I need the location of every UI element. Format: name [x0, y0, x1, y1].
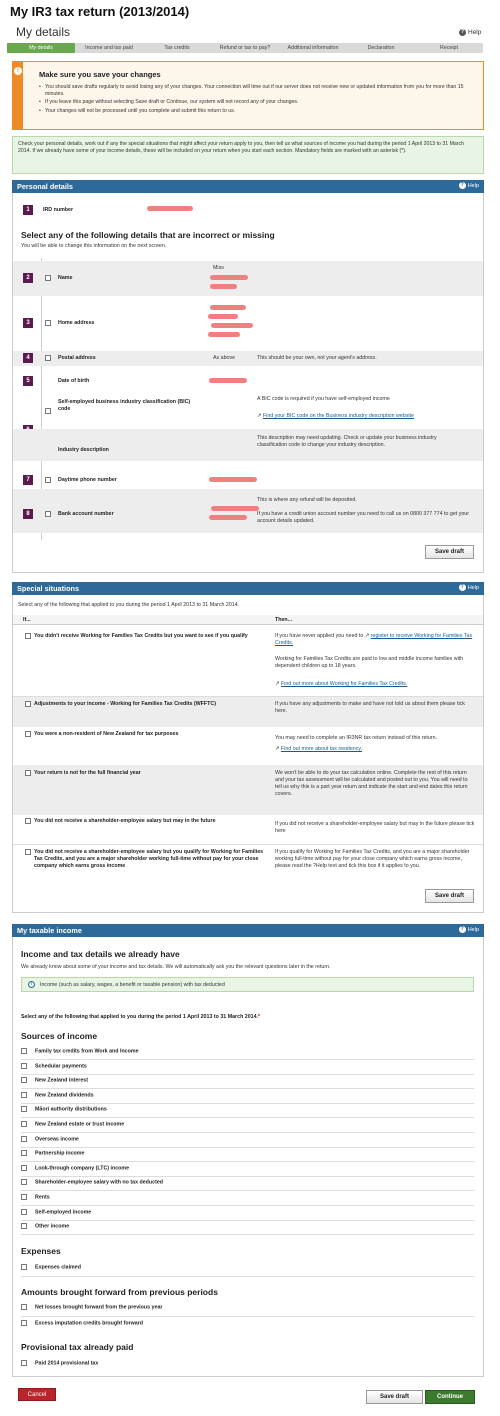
help-icon: ?	[460, 29, 465, 35]
name-row	[13, 261, 483, 296]
special-intro: Select any of the following that applied to you during the period 1 April 2013 to 31 March 2014.	[18, 602, 240, 608]
row-divider	[21, 1059, 474, 1060]
help-icon: ?	[460, 584, 464, 591]
expenses-title: Expenses	[21, 1246, 61, 1256]
redacted-value	[209, 477, 257, 482]
phone-checkbox[interactable]	[45, 477, 51, 483]
source-checkbox[interactable]	[21, 1063, 27, 1069]
source-label: Shareholder-employee salary with no tax deducted	[35, 1179, 164, 1186]
row-divider	[21, 1220, 474, 1221]
row-divider	[21, 1205, 474, 1206]
redacted-value	[208, 332, 240, 337]
source-item[interactable]	[21, 1048, 139, 1054]
special-if: You did not receive a shareholder-employee salary but you qualify for Working for Families Tax Credits, and you are a major shareholder working full-time without pay for your close company which earns gross income	[34, 849, 264, 869]
special-if: Your return is not for the full financial year	[34, 770, 141, 776]
row-divider	[21, 1117, 474, 1118]
source-item[interactable]	[21, 1092, 94, 1098]
bank-note: This is where any refund will be deposited.	[257, 497, 357, 503]
warning-bar	[13, 62, 23, 129]
postal-address-note: This should be your own, not your agent's address.	[257, 355, 377, 361]
save-draft-button[interactable]: Save draft	[425, 889, 474, 903]
page-title: My details	[16, 25, 71, 39]
select-text	[21, 1014, 260, 1020]
special-if: You did not receive a shareholder-employee salary but may in the future	[34, 818, 216, 824]
required-asterisk: *	[258, 1014, 261, 1020]
section-title: Personal details	[17, 182, 73, 191]
save-draft-button[interactable]: Save draft	[366, 1390, 423, 1404]
info-icon: i	[28, 981, 35, 988]
bic-link-text[interactable]: Find your BIC code on the Business industry description website	[262, 413, 414, 419]
bic-note: A BIC code is required if you have self-employed income	[257, 396, 390, 402]
source-item[interactable]	[21, 1165, 129, 1171]
help-label: Help	[467, 927, 479, 933]
row-number-badge: 7	[23, 475, 33, 485]
source-label: Partnership income	[35, 1150, 85, 1157]
special-then: If you have never applied you need to ↗ register to receive Working for Families Tax Credits.	[275, 633, 473, 646]
special-checkbox[interactable]	[25, 701, 31, 707]
postal-address-label: Postal address	[58, 355, 96, 361]
row-divider	[21, 1147, 474, 1148]
special-checkbox[interactable]	[25, 770, 31, 776]
help-icon: ?	[460, 182, 464, 189]
name-label: Name	[58, 275, 73, 281]
special-checkbox[interactable]	[25, 731, 31, 737]
taxable-income-header	[12, 924, 484, 937]
name-title: Miss	[213, 265, 224, 271]
special-situations-header	[12, 582, 484, 595]
checkbox[interactable]	[21, 1304, 27, 1310]
source-item[interactable]	[21, 1136, 79, 1142]
source-checkbox[interactable]	[21, 1194, 27, 1200]
select-note: You will be able to change this information on the next screen.	[21, 243, 167, 249]
known-title: Income and tax details we already have	[21, 949, 180, 959]
help-icon: ?	[460, 926, 464, 933]
source-checkbox[interactable]	[21, 1136, 27, 1142]
row-divider	[21, 1074, 474, 1075]
redacted-value	[210, 284, 237, 289]
redacted-value	[211, 323, 253, 328]
save-draft-button[interactable]: Save draft	[425, 545, 474, 559]
source-checkbox[interactable]	[21, 1106, 27, 1112]
list-item[interactable]	[21, 1304, 162, 1310]
source-item[interactable]	[21, 1121, 124, 1127]
row-divider	[21, 1316, 474, 1317]
source-label: Overseas income	[35, 1136, 79, 1142]
redacted-value	[211, 506, 259, 511]
sources-title: Sources of income	[21, 1031, 98, 1041]
special-if: You didn't receive Working for Families Tax Credits but you want to see if you qualify	[34, 633, 248, 639]
known-item: Income (such as salary, wages, a benefit or taxable pension) with tax deducted	[40, 982, 225, 988]
row-number-badge: 8	[23, 509, 33, 519]
step-my-details: My details	[7, 43, 75, 53]
known-item-box	[21, 977, 474, 992]
source-item[interactable]	[21, 1106, 107, 1112]
row-divider	[21, 1234, 474, 1235]
source-checkbox[interactable]	[21, 1165, 27, 1171]
warning-icon: !	[14, 67, 22, 75]
industry-label: Industry description	[58, 447, 109, 453]
help-link[interactable]	[459, 582, 479, 595]
row-divider	[21, 1190, 474, 1191]
source-checkbox[interactable]	[21, 1179, 27, 1185]
wff-more-link-text[interactable]: Find out more about Working for Families Tax Credits.	[280, 681, 408, 687]
help-label: Help	[467, 585, 479, 591]
redacted-value	[209, 515, 247, 520]
source-item[interactable]	[21, 1194, 50, 1200]
special-checkbox[interactable]	[25, 849, 31, 855]
row-divider	[21, 1176, 474, 1177]
bic-label: Self-employed business industry classification (BIC) code	[58, 399, 191, 412]
row-divider	[21, 1103, 474, 1104]
redacted-value	[210, 305, 246, 310]
row-number-badge: 1	[23, 205, 33, 215]
item-label: Paid 2014 provisional tax	[35, 1360, 99, 1367]
source-label: Schedular payments	[35, 1063, 87, 1069]
section-title: My taxable income	[17, 926, 82, 935]
redacted-value	[208, 314, 238, 319]
warning-item: • Your changes will not be processed until you complete and submit this return to us.	[45, 108, 475, 115]
source-checkbox[interactable]	[21, 1077, 27, 1083]
phone-label: Daytime phone number	[58, 477, 117, 483]
info-box: Check your personal details, work out if any the special situations that might affect your return apply to you, then tell us what sources of income you had during the period 1 April 2013 to 31 March 2014. If we already have some of your income details, these will be included on your return when you start each section. Mandatory fields are marked with an asterisk (*).	[12, 136, 484, 174]
source-label: Māori authority distributions	[35, 1106, 107, 1113]
special-then: If you qualify for Working for Families Tax Credits, and you are a major shareholder working full-time without pay for your close company which earns gross income, please read the ?Help text and tick this box if it applies to you.	[275, 849, 470, 869]
warning-item: • If you leave this page without selecting Save draft or Continue, our system will not record any of your changes.	[45, 99, 475, 106]
row-divider	[21, 1161, 474, 1162]
special-then: We won't be able to do your tax calculation online. Complete the rest of this return and your tax assessment will be calculated and posted out to you. You will need to tell us why this is a part year return and indicate the start and end dates this return covers.	[275, 770, 468, 797]
bic-checkbox[interactable]	[45, 408, 51, 414]
step-receipt: Receipt	[415, 43, 483, 53]
source-item[interactable]	[21, 1179, 163, 1185]
register-wff-link[interactable]: register to receive Working for Families Tax Credits.	[275, 633, 473, 646]
source-item[interactable]	[21, 1209, 91, 1215]
source-label: Family tax credits from Work and Income	[35, 1048, 139, 1055]
source-item[interactable]	[21, 1223, 69, 1229]
row-divider	[21, 1088, 474, 1089]
row-divider	[21, 1132, 474, 1133]
source-item[interactable]	[21, 1063, 87, 1069]
source-checkbox[interactable]	[21, 1209, 27, 1215]
cancel-button[interactable]: Cancel	[18, 1388, 56, 1401]
item-label: Excess imputation credits brought forward	[35, 1320, 144, 1327]
bank-label: Bank account number	[58, 511, 114, 517]
special-if: Adjustments to your income - Working for Families Tax Credits (WFFTC)	[34, 701, 216, 707]
redacted-value	[210, 275, 248, 280]
step-income: Income and tax paid	[75, 43, 143, 53]
source-checkbox[interactable]	[21, 1223, 27, 1229]
help-label: Help	[467, 183, 479, 189]
source-item[interactable]	[21, 1077, 88, 1083]
help-link[interactable]	[459, 29, 481, 36]
list-item[interactable]	[21, 1320, 143, 1326]
special-checkbox[interactable]	[25, 633, 31, 639]
help-label: Help	[468, 29, 482, 37]
warning-item: • You should save drafts regularly to avoid losing any of your changes. Your connection will time out if our server does not receive new or updated information from you for more than 15 minutes.	[45, 84, 475, 98]
step-declaration: Declaration	[347, 43, 415, 53]
source-checkbox[interactable]	[21, 1150, 27, 1156]
taxable-income-section	[12, 937, 484, 1377]
step-refund: Refund or tax to pay?	[211, 43, 279, 53]
source-label: Look-through company (LTC) income	[35, 1165, 130, 1172]
row-number-badge: 5	[23, 376, 33, 386]
personal-details-section	[12, 193, 484, 573]
continue-button[interactable]: Continue	[425, 1390, 475, 1404]
home-address-label: Home address	[58, 320, 95, 326]
name-checkbox[interactable]	[45, 275, 51, 281]
item-label: Net losses brought forward from the previous year	[35, 1304, 163, 1311]
list-item[interactable]	[21, 1360, 98, 1366]
special-then: Working for Families Tax Credits are paid to low and middle income families with dependent children up to 18 years.	[275, 656, 464, 669]
table-header	[13, 615, 483, 625]
row-divider	[13, 844, 483, 845]
source-checkbox[interactable]	[21, 1092, 27, 1098]
item-label: Expenses claimed	[35, 1264, 81, 1271]
tax-residency-link[interactable]: ↗ Find out more about tax residency.	[275, 746, 363, 752]
source-label: Self-employed income	[35, 1209, 92, 1215]
postal-address-checkbox[interactable]	[45, 355, 51, 361]
source-item[interactable]	[21, 1150, 84, 1156]
source-label: Rents	[35, 1194, 50, 1201]
progress-steps	[7, 43, 483, 53]
row-number-badge: 3	[23, 318, 33, 328]
source-label: New Zealand dividends	[35, 1092, 94, 1099]
source-checkbox[interactable]	[21, 1121, 27, 1127]
help-link[interactable]	[459, 180, 479, 193]
step-additional: Additional information	[279, 43, 347, 53]
ird-label: IRD number	[43, 207, 74, 213]
step-tax-credits: Tax credits	[143, 43, 211, 53]
provisional-title: Provisional tax already paid	[21, 1342, 134, 1352]
special-then: You may need to complete an IR3NR tax return instead of this return.	[275, 735, 438, 741]
checkbox[interactable]	[21, 1320, 27, 1326]
warning-box	[12, 61, 484, 130]
home-address-checkbox[interactable]	[45, 320, 51, 326]
select-title: Select any of the following details that are incorrect or missing	[21, 230, 275, 240]
select-text-label: Select any of the following that applied to you during the period 1 April 2013 to 31 March 2014.	[21, 1014, 259, 1020]
dob-label: Date of birth	[58, 378, 90, 384]
checkbox[interactable]	[21, 1360, 27, 1366]
redacted-value	[209, 378, 247, 383]
special-checkbox[interactable]	[25, 818, 31, 824]
help-link[interactable]	[459, 924, 479, 937]
special-then: If you did not receive a shareholder-employee salary but may in the future please tick here	[275, 821, 475, 834]
list-item[interactable]	[21, 1264, 81, 1270]
wff-more-link[interactable]: ↗ Find out more about Working for Families Tax Credits.	[275, 681, 408, 687]
bic-link[interactable]: ↗ Find your BIC code on the Business industry description website	[257, 413, 414, 419]
source-label: New Zealand interest	[35, 1077, 88, 1084]
warning-title: Make sure you save your changes	[39, 70, 161, 79]
bank-checkbox[interactable]	[45, 511, 51, 517]
row-number-badge: 2	[23, 273, 33, 283]
postal-address-value: As above	[213, 355, 236, 361]
industry-note: This description may need updating. Check or update your business industry classification code to change your industry description.	[257, 435, 437, 448]
redacted-value	[147, 206, 193, 211]
source-label: New Zealand estate or trust income	[35, 1121, 125, 1128]
special-if: You were a non-resident of New Zealand for tax purposes	[34, 731, 179, 737]
app-title: My IR3 tax return (2013/2014)	[10, 4, 190, 19]
col-then: Then...	[275, 617, 293, 623]
special-then: If you have any adjustments to make and have not told us about them please tick here.	[275, 701, 465, 714]
personal-details-header	[12, 180, 484, 193]
source-checkbox[interactable]	[21, 1048, 27, 1054]
known-intro: We already know about some of your income and tax details. We will automatically ask you the relevant questions later in the return.	[21, 964, 331, 970]
col-if: If...	[23, 617, 31, 623]
app-header	[0, 0, 500, 24]
row-divider	[21, 1276, 474, 1277]
section-title: Special situations	[17, 584, 80, 593]
source-label: Other income	[35, 1223, 70, 1230]
special-situations-section	[12, 595, 484, 913]
forward-title: Amounts brought forward from previous periods	[21, 1287, 218, 1297]
checkbox[interactable]	[21, 1264, 27, 1270]
then-text: If you have never applied you need to	[275, 633, 364, 639]
tax-residency-link-text[interactable]: Find out more about tax residency.	[280, 746, 363, 752]
bank-note: If you have a credit union account number you need to call us on 0800 377 774 to get your account details updated.	[257, 511, 470, 524]
row-number-badge: 4	[23, 353, 33, 363]
